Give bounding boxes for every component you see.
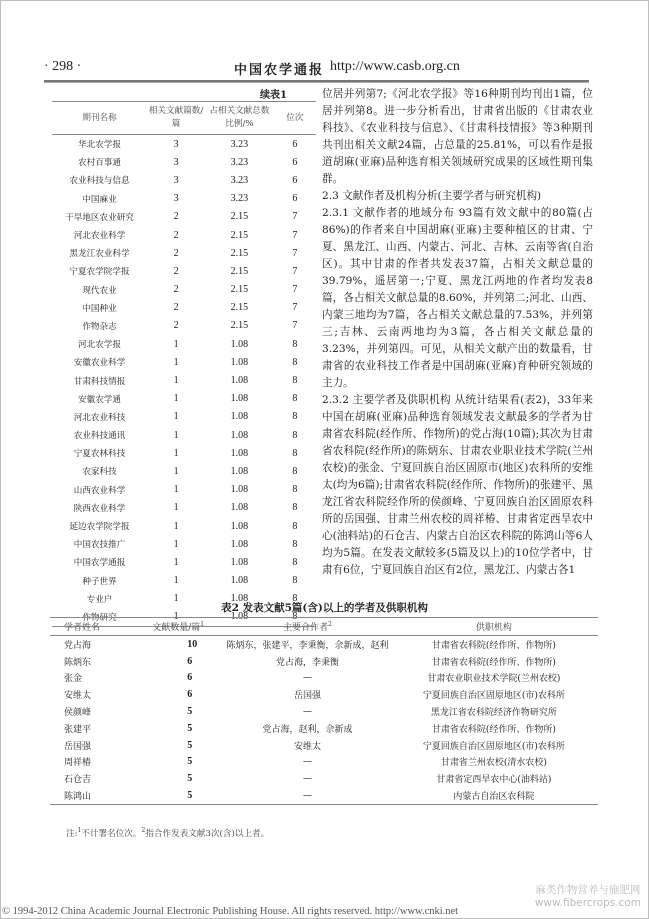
rank-cell: 7 xyxy=(292,284,298,296)
journal-name-cell: 河北农业科学 xyxy=(73,231,126,242)
institution-cell: 甘肃省农科院(经作所、作物所) xyxy=(431,724,556,735)
rank-cell: 7 xyxy=(292,247,298,259)
journal-name-cell: 农业科技通讯 xyxy=(73,431,126,442)
article-count-cell: 2 xyxy=(173,320,179,332)
journal-name-cell: 黑龙江农业科学 xyxy=(69,249,130,260)
table2-row xyxy=(50,770,598,787)
table1-row xyxy=(52,408,316,426)
article-count-cell: 1 xyxy=(173,502,179,514)
table1-row xyxy=(52,262,316,280)
table2-col-count xyxy=(132,618,225,636)
article-count-cell: 1 xyxy=(173,393,179,405)
scholar-name-cell: 陈鸿山 xyxy=(50,787,132,804)
journal-name-cell: 中国种业 xyxy=(82,303,117,314)
table2-row xyxy=(50,737,598,754)
article-count-cell: 1 xyxy=(173,593,179,605)
coauthors-cell: — xyxy=(303,706,313,717)
rank-cell: 8 xyxy=(292,447,298,459)
rank-cell: 8 xyxy=(292,556,298,568)
percent-cell: 1.08 xyxy=(230,411,249,423)
table1-col-percent: 占相关文献总数比例/% xyxy=(205,102,274,135)
journal-name-cell: 华北农学报 xyxy=(78,140,121,151)
table2-col-name xyxy=(50,618,132,636)
coauthors-cell: — xyxy=(303,672,313,683)
rank-cell: 8 xyxy=(292,484,298,496)
table2-row xyxy=(50,686,598,703)
journal-name-cell: 安徽农学通 xyxy=(78,394,121,405)
institution-cell: 甘肃省兰州农校(清水农校) xyxy=(440,758,547,769)
scholar-name-cell: 张金 xyxy=(64,674,83,685)
rank-cell: 8 xyxy=(292,338,298,350)
percent-cell: 1.08 xyxy=(230,520,249,532)
rank-cell: 8 xyxy=(292,520,298,532)
journal-name-cell: 种子世界 xyxy=(82,576,117,587)
percent-cell: 2.15 xyxy=(230,320,249,332)
paper-count-cell: 5 xyxy=(187,756,193,768)
coauthors-cell: 陈炳东，张建平，李秉衡，佘新成，赵利 xyxy=(226,640,389,651)
table2-col-institution-label: 供职机构 xyxy=(475,623,512,633)
scholars-text: 从统计结果看(表2)，33年来中国在胡麻(亚麻)品种选育领域发表文献最多的学者为甘肃省农科院(经作所、作物所)的党占海(10篇);其次为甘肃省农科院(经作所)的陈炳东、甘肃农业职业技术学院(兰州农校)的张金、宁夏回族自治区固原市(地区)农科所的安维太(均为6篇);甘肃省农科院(经作所、作物所)的张建平、黑龙江省农科院经作所的侯颜峰、宁夏回族自治区固原农科所的岳国强、甘肃兰州农校的周祥椿、甘肃省定西旱农中心(油料站)的石仓吉、内蒙古自治区农科院的陈鸿山等6人均为5篇。在发表文献较多(5篇及以上)的10位学者中，甘肃有6位，宁夏回族自治区有2位，黑龙江、内蒙古各1 xyxy=(322,394,593,576)
article-count-cell: 1 xyxy=(173,338,179,350)
watermark xyxy=(535,884,641,910)
paragraph-scholars xyxy=(322,392,593,579)
journal-name-cell: 农村百事通 xyxy=(78,158,121,169)
rank-cell: 8 xyxy=(292,575,298,587)
right-column-text xyxy=(322,86,593,579)
percent-cell: 1.08 xyxy=(230,465,249,477)
journal-name-cell: 安徽农业科学 xyxy=(73,358,126,369)
table2-col-coauthors-label: 主要合作者 xyxy=(283,623,329,633)
institution-cell: 黑龙江省农科院经济作物研究所 xyxy=(430,708,557,719)
section-heading-2-3: 2.3 文献作者及机构分析(主要学者与研究机构) xyxy=(322,190,542,202)
percent-cell: 1.08 xyxy=(230,484,249,496)
header-rule xyxy=(44,80,589,83)
scholar-name-cell: 安维太 xyxy=(64,691,92,702)
article-count-cell: 2 xyxy=(173,284,179,296)
table1-row xyxy=(52,535,316,553)
article-count-cell: 1 xyxy=(173,465,179,477)
percent-cell: 2.15 xyxy=(230,265,249,277)
table1-row xyxy=(52,226,316,244)
journal-name-cell: 宁夏农学院学报 xyxy=(69,267,130,278)
paper-count-cell: 5 xyxy=(187,739,193,751)
scholar-name-cell: 侯颜峰 xyxy=(64,708,92,719)
article-count-cell: 1 xyxy=(173,484,179,496)
table2-header-row xyxy=(50,618,598,636)
article-count-cell: 1 xyxy=(173,411,179,423)
rank-cell: 6 xyxy=(292,193,298,205)
scholar-name-cell: 党占海 xyxy=(64,640,92,651)
table2-col-institution xyxy=(390,618,598,636)
article-count-cell: 3 xyxy=(173,193,179,205)
percent-cell: 3.23 xyxy=(230,193,249,205)
percent-cell: 2.15 xyxy=(230,284,249,296)
table1-row xyxy=(52,153,316,171)
journal-name-cell: 专业户 xyxy=(86,594,113,605)
paper-count-cell: 5 xyxy=(187,722,193,734)
table1-row xyxy=(52,371,316,389)
journal-name-cell: 河北农业科技 xyxy=(73,412,126,423)
journal-name-cell: 延边农学院学报 xyxy=(69,522,130,533)
rank-cell: 8 xyxy=(274,608,316,627)
scholar-name-cell: 石仓吉 xyxy=(64,775,92,786)
paper-count-cell: 5 xyxy=(187,706,193,718)
journal-name-cell: 山西农业科学 xyxy=(73,485,126,496)
percent-cell: 1.08 xyxy=(205,608,274,627)
table1-row xyxy=(52,208,316,226)
journal-name-cell: 作物杂志 xyxy=(82,321,117,332)
table1-body xyxy=(52,135,316,627)
journal-name-cell: 干旱地区农业研究 xyxy=(65,212,134,223)
journal-name-cell: 宁夏农林科技 xyxy=(73,449,126,460)
article-count-cell: 1 xyxy=(173,520,179,532)
table1-row xyxy=(52,499,316,517)
institution-cell: 甘肃农业职业技术学院(兰州农校) xyxy=(427,674,561,685)
paper-count-cell: 6 xyxy=(187,689,193,701)
rank-cell: 8 xyxy=(292,411,298,423)
table2-row xyxy=(50,703,598,720)
article-count-cell: 1 xyxy=(173,375,179,387)
table2-note-1: 不计署名位次。 xyxy=(81,829,142,839)
table1-col-count: 相关文献篇数/篇 xyxy=(147,102,205,135)
article-count-cell: 1 xyxy=(173,575,179,587)
table1-row xyxy=(52,517,316,535)
rank-cell: 8 xyxy=(292,502,298,514)
rank-cell: 6 xyxy=(292,174,298,186)
percent-cell: 3.23 xyxy=(230,138,249,150)
table1-row xyxy=(52,426,316,444)
table1 xyxy=(52,102,316,627)
article-count-cell: 1 xyxy=(173,538,179,550)
paper-count-cell: 10 xyxy=(187,638,198,650)
rank-cell: 8 xyxy=(292,538,298,550)
table1-row xyxy=(52,317,316,335)
table1-col-journal: 期刊名称 xyxy=(52,102,147,135)
institution-cell: 甘肃省定西旱农中心(油料站) xyxy=(436,775,552,786)
journal-name: 中国农学通报 xyxy=(234,63,325,78)
journal-name-cell: 中国麻业 xyxy=(82,194,117,205)
percent-cell: 1.08 xyxy=(230,502,249,514)
article-count-cell: 1 xyxy=(173,556,179,568)
rank-cell: 8 xyxy=(292,593,298,605)
article-count-cell: 2 xyxy=(173,302,179,314)
table1-row xyxy=(52,462,316,480)
journal-name-cell: 河北农学报 xyxy=(78,340,121,351)
copyright-footer: © 1994-2012 China Academic Journal Electronic Publishing House. All rights reserved. http://www.cnki.net xyxy=(2,906,459,917)
table2-caption: 表2 发表文献5篇(含)以上的学者及供职机构 xyxy=(221,602,428,614)
table2-note xyxy=(66,827,269,839)
table2-body xyxy=(50,636,598,805)
table1-row xyxy=(52,190,316,208)
table2-row xyxy=(50,670,598,687)
percent-cell: 1.08 xyxy=(230,393,249,405)
article-count-cell: 2 xyxy=(173,247,179,259)
paragraph-author-distribution xyxy=(322,205,593,392)
institution-cell: 内蒙古自治区农科院 xyxy=(390,787,598,804)
table2-row xyxy=(50,720,598,737)
table2-row xyxy=(50,787,598,804)
table2-note-1-mark: 1 xyxy=(77,827,82,835)
watermark-line1: 麻类作物营养与施肥网 xyxy=(535,884,641,896)
table2-note-prefix: 注: xyxy=(66,829,78,839)
rank-cell: 8 xyxy=(292,429,298,441)
coauthors-cell: 安维太 xyxy=(294,741,322,752)
percent-cell: 1.08 xyxy=(230,375,249,387)
table1-row xyxy=(52,171,316,189)
rank-cell: 7 xyxy=(292,229,298,241)
percent-cell: 2.15 xyxy=(230,229,249,241)
table1-row xyxy=(52,444,316,462)
table1-row xyxy=(52,335,316,353)
rank-cell: 7 xyxy=(292,302,298,314)
table2-col-name-label: 学者姓名 xyxy=(64,623,101,633)
article-count-cell: 3 xyxy=(173,174,179,186)
percent-cell: 2.15 xyxy=(230,211,249,223)
table1-row xyxy=(52,135,316,154)
coauthors-cell: — xyxy=(225,787,389,804)
table2-note-2-mark: 2 xyxy=(141,827,146,835)
institution-cell: 甘肃省农科院(经作所、作物所) xyxy=(431,640,556,651)
article-count-cell: 1 xyxy=(173,429,179,441)
table1-caption: 续表1 xyxy=(260,90,287,101)
paper-count-cell: 6 xyxy=(187,672,193,684)
journal-name-cell: 甘肃科技情报 xyxy=(73,376,126,387)
rank-cell: 7 xyxy=(292,265,298,277)
table2-col-coauthors xyxy=(225,618,389,636)
watermark-line2: www.fibercrops.com xyxy=(534,897,641,909)
journal-name-cell: 陕西农业科学 xyxy=(73,503,126,514)
institution-cell: 宁夏回族自治区固原地区(市)农科所 xyxy=(422,741,565,752)
paper-count-cell: 5 xyxy=(132,787,225,804)
article-count-cell: 1 xyxy=(147,608,205,627)
rank-cell: 6 xyxy=(292,156,298,168)
running-header xyxy=(44,59,589,77)
page-number: · 298 · xyxy=(44,59,82,74)
table1-col-rank: 位次 xyxy=(274,102,316,135)
section-heading-2-3-2: 2.3.2 主要学者及供职机构 xyxy=(322,394,451,406)
article-count-cell: 3 xyxy=(173,156,179,168)
table1-row xyxy=(52,390,316,408)
journal-name-cell: 作物研究 xyxy=(52,608,147,627)
table2-note-2: 指合作发表文献3次(含)以上者。 xyxy=(145,829,270,839)
journal-name-cell: 中国农学通报 xyxy=(73,558,126,569)
article-count-cell: 2 xyxy=(173,211,179,223)
percent-cell: 1.08 xyxy=(230,593,249,605)
article-count-cell: 3 xyxy=(173,138,179,150)
percent-cell: 2.15 xyxy=(230,302,249,314)
paragraph-journals: 位居并列第7;《河北农学报》等16种期刊均刊出1篇，位居并列第8。进一步分析看出，甘肃省出版的《甘肃农业科技》、《农业科技与信息》、《甘肃科技情报》等3种期刊共刊出相关文献24篇，占总量的25.81%，可以看作是报道胡麻(亚麻)品种选育相关领域研究成果的区域性期刊集群。 xyxy=(322,88,593,185)
rank-cell: 8 xyxy=(292,393,298,405)
coauthors-cell: — xyxy=(303,773,313,784)
journal-name-cell: 中国农技推广 xyxy=(73,540,126,551)
percent-cell: 2.15 xyxy=(230,247,249,259)
table1-row xyxy=(52,481,316,499)
scholar-name-cell: 张建平 xyxy=(64,724,92,735)
percent-cell: 1.08 xyxy=(230,429,249,441)
coauthors-cell: 党占海，李秉衡 xyxy=(276,657,340,668)
table1-header-row xyxy=(52,102,316,135)
rank-cell: 7 xyxy=(292,320,298,332)
table2-col-count-note: 1 xyxy=(200,621,205,628)
scholar-name-cell: 陈炳东 xyxy=(64,657,92,668)
table1-row xyxy=(52,572,316,590)
scholar-name-cell: 周祥椿 xyxy=(64,758,92,769)
table1-row xyxy=(52,299,316,317)
coauthors-cell: 岳国强 xyxy=(294,691,322,702)
article-count-cell: 1 xyxy=(173,447,179,459)
table2-row xyxy=(50,653,598,670)
article-count-cell: 2 xyxy=(173,265,179,277)
percent-cell: 1.08 xyxy=(230,338,249,350)
paper-count-cell: 6 xyxy=(187,655,193,667)
journal-name-cell: 现代农业 xyxy=(82,285,117,296)
author-distribution-text: 93篇有效文献中的80篇(占86%)的作者来自中国胡麻(亚麻)主要种植区的甘肃、宁夏、黑龙江、山西、内蒙古、河北、吉林、云南等省(自治区)。其中甘肃的作者共发表37篇，占相关文献总量的39.79%，遥居第一;宁夏、黑龙江两地的作者均发表8篇，各占相关文献总量的8.60%，并列第二;河北、山西、内蒙三地均为7篇，各占相关文献总量的7.53%，并列第三;吉林、云南两地均为3篇，各占相关文献总量的3.23%，并列第四。可见，从相关文献产出的数量看，甘肃省的农业科技工作者是中国胡麻(亚麻)育种研究领域的主力。 xyxy=(322,207,593,389)
percent-cell: 1.08 xyxy=(230,356,249,368)
rank-cell: 8 xyxy=(292,356,298,368)
journal-url[interactable]: http://www.casb.org.cn xyxy=(330,59,460,74)
table1-row xyxy=(52,281,316,299)
percent-cell: 1.08 xyxy=(230,575,249,587)
institution-cell: 宁夏回族自治区固原地区(市)农科所 xyxy=(422,691,565,702)
rank-cell: 8 xyxy=(292,375,298,387)
scholar-name-cell: 岳国强 xyxy=(64,741,92,752)
rank-cell: 8 xyxy=(292,465,298,477)
institution-cell: 甘肃省农科院(经作所、作物所) xyxy=(431,657,556,668)
table2 xyxy=(50,617,598,805)
percent-cell: 1.08 xyxy=(230,556,249,568)
table1-row xyxy=(52,353,316,371)
table1-row xyxy=(52,553,316,571)
coauthors-cell: 党占海，赵利，佘新成 xyxy=(262,724,353,735)
table2-col-coauthors-note: 2 xyxy=(328,621,332,628)
percent-cell: 1.08 xyxy=(230,447,249,459)
article-count-cell: 2 xyxy=(173,229,179,241)
percent-cell: 3.23 xyxy=(230,174,249,186)
percent-cell: 1.08 xyxy=(230,538,249,550)
article-count-cell: 1 xyxy=(173,356,179,368)
paper-count-cell: 5 xyxy=(187,773,193,785)
table1-row xyxy=(52,244,316,262)
percent-cell: 3.23 xyxy=(230,156,249,168)
rank-cell: 6 xyxy=(292,138,298,150)
table2-col-count-label: 文献数量/篇 xyxy=(152,623,201,633)
section-heading-2-3-1: 2.3.1 文献作者的地域分布 xyxy=(322,207,455,219)
journal-name-cell: 农家科技 xyxy=(82,467,117,478)
coauthors-cell: — xyxy=(303,756,313,767)
journal-name-cell: 农业科技与信息 xyxy=(69,176,130,187)
table2-row xyxy=(50,636,598,653)
rank-cell: 7 xyxy=(292,211,298,223)
table2-row xyxy=(50,754,598,771)
